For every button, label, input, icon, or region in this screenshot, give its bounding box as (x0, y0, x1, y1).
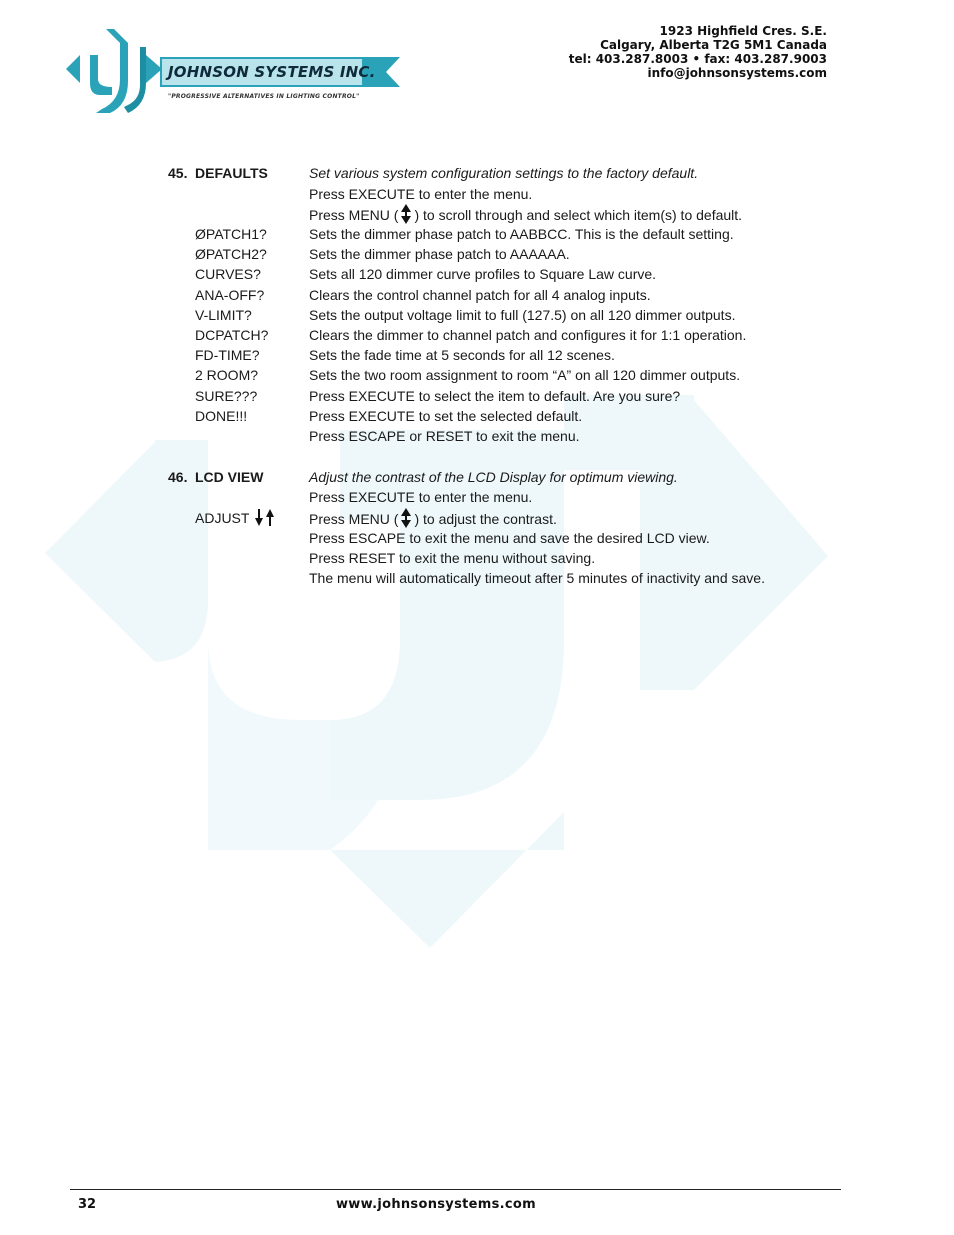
lcd-row-2-text (309, 508, 557, 529)
defaults-desc-curves: Sets all 120 dimmer curve profiles to Square Law curve. (309, 266, 657, 282)
defaults-desc-2-room: Sets the two room assignment to room “A” on all 120 dimmer outputs. (309, 367, 741, 383)
email-address: info@johnsonsystems.com (647, 66, 827, 80)
up-down-arrow-icon (401, 508, 411, 528)
section-number-45: 45. (168, 165, 188, 181)
defaults-desc-fd-time: Sets the fade time at 5 seconds for all 12 scenes. (309, 347, 615, 363)
defaults-key-phase-patch-2: ØPATCH2? (195, 246, 267, 262)
adjust-label: ADJUST (195, 510, 250, 526)
menu-instruction-post-lcd: ) to adjust the contrast. (414, 511, 557, 527)
defaults-key-dcpatch: DCPATCH? (195, 327, 269, 343)
address-line-2: Calgary, Alberta T2G 5M1 Canada (600, 38, 827, 52)
footer-website: www.johnsonsystems.com (336, 1197, 536, 1212)
phone-fax-line: tel: 403.287.8003 • fax: 403.287.9003 (568, 52, 827, 66)
section-intro-lcd-view: Adjust the contrast of the LCD Display for optimum viewing. (309, 469, 678, 485)
down-up-arrows-icon (255, 509, 275, 527)
lcd-row-4-text: Press RESET to exit the menu without saving. (309, 550, 596, 566)
section-number-46: 46. (168, 469, 188, 485)
lcd-row-3-text: Press ESCAPE to exit the menu and save the desired LCD view. (309, 530, 710, 546)
menu-instruction-pre-lcd: Press MENU ( (309, 511, 399, 527)
defaults-desc-done: Press EXECUTE to set the selected default. (309, 408, 583, 424)
defaults-desc-ana-off: Clears the control channel patch for all 4 analog inputs. (309, 287, 651, 303)
page-number: 32 (78, 1197, 97, 1212)
defaults-key-phase-patch-1: ØPATCH1? (195, 226, 267, 242)
defaults-desc-phase-patch-2: Sets the dimmer phase patch to AAAAAA. (309, 246, 570, 262)
defaults-desc-dcpatch: Clears the dimmer to channel patch and configures it for 1:1 operation. (309, 327, 747, 343)
defaults-key-curves: CURVES? (195, 266, 261, 282)
lcd-row-5-text: The menu will automatically timeout after 5 minutes of inactivity and save. (309, 570, 765, 586)
defaults-desc-sure: Press EXECUTE to select the item to default. Are you sure? (309, 388, 681, 404)
defaults-key-2-room: 2 ROOM? (195, 367, 259, 383)
defaults-key-ana-off: ANA-OFF? (195, 287, 265, 303)
defaults-desc-phase-patch-1: Sets the dimmer phase patch to AABBCC. This is the default setting. (309, 226, 734, 242)
defaults-row-2-text (309, 204, 742, 225)
section-title-defaults: DEFAULTS (195, 165, 268, 181)
footer-divider (70, 1189, 841, 1190)
defaults-key-done: DONE!!! (195, 408, 248, 424)
menu-instruction-pre: Press MENU ( (309, 207, 399, 223)
defaults-key-fd-time: FD-TIME? (195, 347, 260, 363)
lcd-row-1-text: Press EXECUTE to enter the menu. (309, 489, 533, 505)
menu-instruction-post: ) to scroll through and select which item(s) to default. (414, 207, 743, 223)
lcd-key-adjust (195, 508, 278, 528)
company-name: JOHNSON SYSTEMS INC. (168, 63, 376, 81)
defaults-row-exit-text: Press ESCAPE or RESET to exit the menu. (309, 428, 580, 444)
section-title-lcd-view: LCD VIEW (195, 469, 264, 485)
address-line-1: 1923 Highfield Cres. S.E. (659, 24, 827, 38)
company-tagline: "PROGRESSIVE ALTERNATIVES IN LIGHTING CONTROL" (168, 93, 360, 100)
company-address (569, 24, 827, 80)
defaults-key-v-limit: V-LIMIT? (195, 307, 252, 323)
defaults-key-sure: SURE??? (195, 388, 258, 404)
defaults-desc-v-limit: Sets the output voltage limit to full (127.5) on all 120 dimmer outputs. (309, 307, 736, 323)
up-down-arrow-icon (401, 204, 411, 224)
section-intro-defaults: Set various system configuration settings to the factory default. (309, 165, 699, 181)
defaults-row-1-text: Press EXECUTE to enter the menu. (309, 186, 533, 202)
